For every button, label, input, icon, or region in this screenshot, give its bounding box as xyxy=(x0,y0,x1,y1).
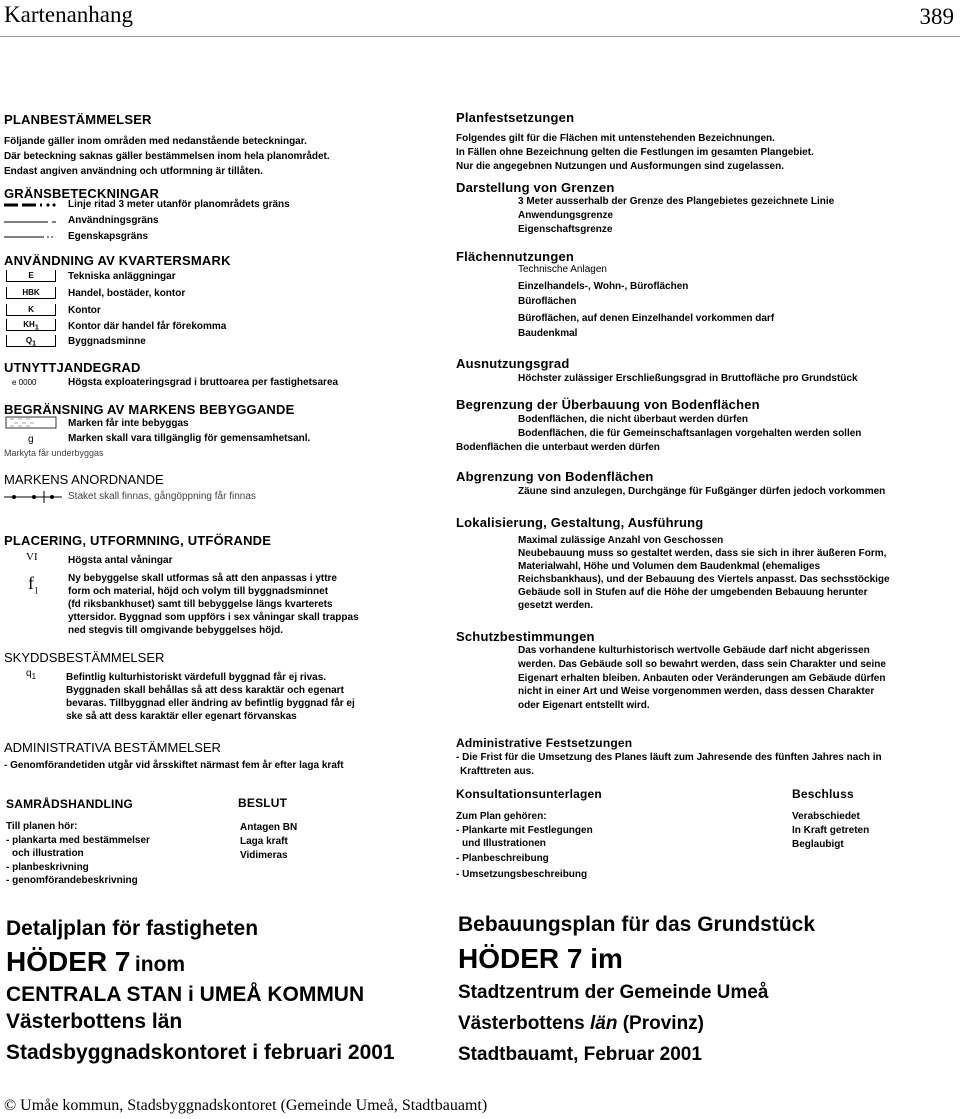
section-title: Flächennutzungen xyxy=(456,249,575,264)
section-title: PLANBESTÄMMELSER xyxy=(4,112,152,127)
section-title: PLACERING, UTFORMNING, UTFÖRANDE xyxy=(4,533,272,548)
section-title: BEGRÄNSNING AV MARKENS BEBYGGANDE xyxy=(4,402,295,417)
g-symbol: g xyxy=(28,434,34,445)
text-line: nicht in einer Art und Weise vorgenommen werden, dass dessen Charakter xyxy=(518,686,875,697)
section-title: Planfestsetzungen xyxy=(456,110,575,125)
text-line: Baudenkmal xyxy=(518,328,578,339)
text-line: - planbeskrivning xyxy=(6,862,89,873)
text-line: Marken får inte bebyggas xyxy=(68,418,189,429)
section-title: Lokalisierung, Gestaltung, Ausführung xyxy=(456,515,704,530)
section-title: SKYDDSBESTÄMMELSER xyxy=(4,650,165,665)
text-line: Eigenart erhalten bleiben. Anbauten oder Veränderungen am Gebäude dürfen xyxy=(518,673,886,684)
text-line: Krafttreten aus. xyxy=(460,766,534,777)
text-line: Högsta antal våningar xyxy=(68,555,173,566)
section-title: Schutzbestimmungen xyxy=(456,629,595,644)
note-line: Markyta får underbyggas xyxy=(4,448,104,458)
section-title: GRÄNSBETECKNINGAR xyxy=(4,186,160,201)
text-line: Beglaubigt xyxy=(792,839,844,850)
text-line: - Umsetzungsbeschreibung xyxy=(456,869,588,880)
text-line: Endast angiven användning och utformning är tillåten. xyxy=(4,166,263,177)
text-line: - Die Frist für die Umsetzung des Planes läuft zum Jahresende des fünften Jahres nach in xyxy=(456,752,882,763)
text-line: - Planbeschreibung xyxy=(456,853,549,864)
text-line: - plankarta med bestämmelser xyxy=(6,835,150,846)
q1-symbol: $q_1$ xyxy=(26,668,37,681)
text-line: Byggnaden skall behållas så att dess karaktär och egenart xyxy=(66,685,344,696)
section-title: Konsultationsunterlagen xyxy=(456,787,602,801)
section-title: ADMINISTRATIVA BESTÄMMELSER xyxy=(4,740,221,755)
page-header-title: Kartenanhang xyxy=(4,2,133,27)
text-line: (fd riksbankhuset) samt till bebyggelse längs kvarterets xyxy=(68,599,333,610)
text-line: Linje ritad 3 meter utanför planområdets gräns xyxy=(68,199,290,210)
section-title: Beschluss xyxy=(792,787,854,801)
text-line: Gebäude soll in Stufen auf die Höhe der umgebenden Bebauung herunter xyxy=(518,587,868,598)
text-line: In Fällen ohne Bezeichnung gelten die Festlungen im gesamten Plangebiet. xyxy=(456,147,814,158)
text-line: - genomförandebeskrivning xyxy=(6,875,138,886)
office-date-sv: Stadsbyggnadskontoret i februari 2001 xyxy=(6,1041,395,1064)
section-title: BESLUT xyxy=(238,796,288,810)
text-line: Höchster zulässiger Erschließungsgrad in Bruttofläche pro Grundstück xyxy=(518,373,858,384)
text-line: Användningsgräns xyxy=(68,215,159,226)
text-line: Büroflächen, auf denen Einzelhandel vorkommen darf xyxy=(518,313,775,324)
text-line: Marken skall vara tillgänglig för gemensamhetsanl. xyxy=(68,433,311,444)
text-line: - Genomförandetiden utgår vid årsskiftet närmast fem år efter laga kraft xyxy=(4,760,344,771)
text-line: Zum Plan gehören: xyxy=(456,811,547,822)
plan-title-de: Bebauungsplan für das Grundstück xyxy=(458,913,816,936)
code-box-hbk: HBK xyxy=(6,287,56,299)
fence-symbol xyxy=(4,490,66,504)
text-line: Byggnadsminne xyxy=(68,336,146,347)
text-line: Ny bebyggelse skall utformas så att den anpassas i yttre xyxy=(68,573,337,584)
section-title: Begrenzung der Überbauung von Bodenflächen xyxy=(456,397,760,412)
text-line: werden. Das Gebäude soll so bewahrt werden, dass sein Charakter und seine xyxy=(518,659,886,670)
section-title: Abgrenzung von Bodenflächen xyxy=(456,469,654,484)
copyright-footer: © Umåe kommun, Stadsbyggnadskontoret (Gemeinde Umeå, Stadtbauamt) xyxy=(4,1097,488,1114)
section-title: Darstellung von Grenzen xyxy=(456,180,615,195)
text-line: Folgendes gilt für die Flächen mit untenstehenden Bezeichnungen. xyxy=(456,133,775,144)
text-line: Befintlig kulturhistoriskt värdefull byggnad får ej rivas. xyxy=(66,672,327,683)
property-name-de: HÖDER 7 im xyxy=(458,943,623,974)
section-title: UTNYTTJANDEGRAD xyxy=(4,360,141,375)
county-de: Västerbottens län (Provinz) xyxy=(458,1013,704,1034)
plan-title-sv: Detaljplan för fastigheten xyxy=(6,917,259,940)
page-number: 389 xyxy=(919,4,954,29)
text-line: Neubebauung muss so gestaltet werden, dass sie sich in ihrer äußeren Form, xyxy=(518,548,887,559)
code-box-q1: $Q_1$ xyxy=(6,335,56,347)
text-line: gesetzt werden. xyxy=(518,600,594,611)
text-line: Reichsbankhaus), und der Bebauung des Viertels anpasst. Das sechsstöckige xyxy=(518,574,890,585)
municipality-sv: CENTRALA STAN i UMEÅ KOMMUN xyxy=(6,983,365,1006)
text-line: - Plankarte mit Festlegungen xyxy=(456,825,593,836)
text-line: Egenskapsgräns xyxy=(68,231,149,242)
text-line: Till planen hör: xyxy=(6,821,78,832)
text-line: In Kraft getreten xyxy=(792,825,870,836)
text-line: oder Eigenart entstellt wird. xyxy=(518,700,650,711)
text-line: Technische Anlagen xyxy=(518,264,607,275)
text-line: Högsta exploateringsgrad i bruttoarea per fastighetsarea xyxy=(68,377,339,388)
text-line: Antagen BN xyxy=(240,822,298,833)
text-line: Anwendungsgrenze xyxy=(518,210,614,221)
text-line: Bodenflächen, die nicht überbaut werden dürfen xyxy=(518,414,749,425)
text-line: Handel, bostäder, kontor xyxy=(68,288,186,299)
code-box-k: K xyxy=(6,304,56,316)
text-line: Bodenflächen, die für Gemeinschaftsanlagen vorgehalten werden sollen xyxy=(518,428,862,439)
border-line-symbols xyxy=(4,200,66,246)
text-line: Das vorhandene kulturhistorisch wertvolle Gebäude darf nicht abgerissen xyxy=(518,645,870,656)
section-title: MARKENS ANORDNANDE xyxy=(4,472,164,487)
text-line: form och material, höjd och volym till byggnadsminnet xyxy=(68,586,329,597)
text-line: Kontor där handel får förekomma xyxy=(68,321,227,332)
section-title: Ausnutzungsgrad xyxy=(456,356,570,371)
text-line: och illustration xyxy=(12,848,84,859)
text-line: Materialwahl, Höhe und Volumen dem Baudenkmal (ehemaliges xyxy=(518,561,821,572)
text-line: Eigenschaftsgrenze xyxy=(518,224,613,235)
f1-symbol: $f_1$ xyxy=(28,573,39,596)
text-line: Verabschiedet xyxy=(792,811,860,822)
text-line: ske så att dess karaktär eller egenart förvanskas xyxy=(66,711,297,722)
text-line: bevaras. Tillbyggnad eller ändring av befintlig byggnad får ej xyxy=(66,698,355,709)
code-box-kh1: $KH_1$ xyxy=(6,319,56,331)
header-divider xyxy=(0,36,960,37)
municipality-de: Stadtzentrum der Gemeinde Umeå xyxy=(458,982,769,1003)
text-line: Vidimeras xyxy=(240,850,288,861)
text-line: Maximal zulässige Anzahl von Geschossen xyxy=(518,535,724,546)
text-line: Einzelhandels-, Wohn-, Büroflächen xyxy=(518,281,689,292)
section-title: SAMRÅDSHANDLING xyxy=(6,797,133,811)
code-box-e: E xyxy=(6,270,56,282)
section-title: ANVÄNDNING AV KVARTERSMARK xyxy=(4,253,231,268)
text-line: Zäune sind anzulegen, Durchgänge für Fußgänger dürfen jedoch vorkommen xyxy=(518,486,886,497)
text-line: 3 Meter ausserhalb der Grenze des Plangebietes gezeichnete Linie xyxy=(518,196,835,207)
text-line: Tekniska anläggningar xyxy=(68,271,176,282)
text-line: und Illustrationen xyxy=(462,838,546,849)
county-sv: Västerbottens län xyxy=(6,1010,183,1033)
text-line: Büroflächen xyxy=(518,296,577,307)
text-line: Där beteckning saknas gäller bestämmelsen inom hela planområdet. xyxy=(4,151,330,162)
text-line: Bodenflächen die unterbaut werden dürfen xyxy=(456,442,660,453)
text-line: Kontor xyxy=(68,305,101,316)
property-name-sv: HÖDER 7 inom xyxy=(6,946,186,977)
no-build-hatch-symbol xyxy=(6,416,58,430)
text-line: ned stegvis till omgivande bebyggelses höjd. xyxy=(68,625,284,636)
text-line: Följande gäller inom områden med nedanstående beteckningar. xyxy=(4,136,307,147)
office-date-de: Stadtbauamt, Februar 2001 xyxy=(458,1044,702,1065)
text-line: yttersidor. Byggnad som uppförs i sex våningar skall trappas xyxy=(68,612,359,623)
text-line: Staket skall finnas, gångöppning får finnas xyxy=(68,491,256,502)
text-line: Nur die angegebnen Nutzungen und Ausformungen sind zugelassen. xyxy=(456,161,784,172)
utn-symbol: e 0000 xyxy=(12,378,37,387)
section-title: Administrative Festsetzungen xyxy=(456,736,633,750)
vi-symbol: VI xyxy=(26,551,38,563)
text-line: Laga kraft xyxy=(240,836,288,847)
